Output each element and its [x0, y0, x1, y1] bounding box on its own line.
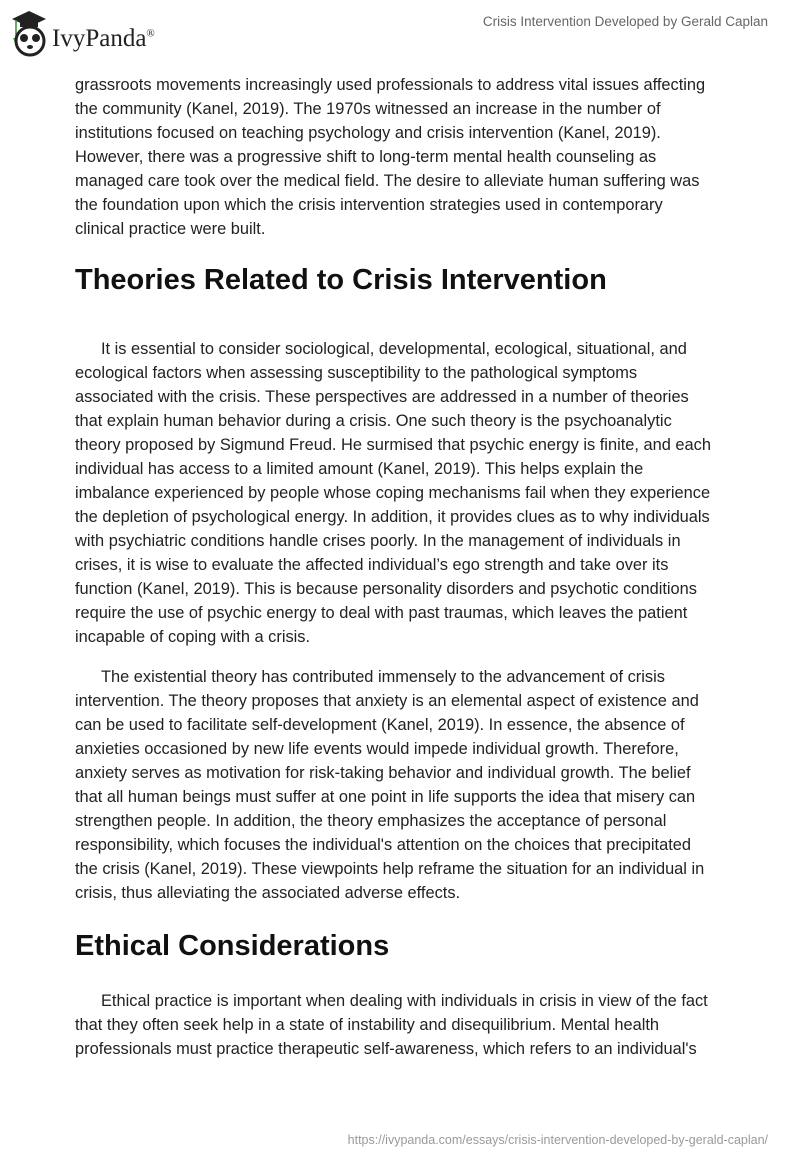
text-line: grassroots movements increasingly used professionals to address vital issues affecting [75, 76, 706, 94]
paragraph [75, 337, 711, 649]
section-heading: Theories Related to Crisis Intervention [75, 264, 607, 296]
text-line: ecological factors when assessing susceptibility to the pathological symptoms [75, 364, 638, 382]
text-line: responsibility, which focuses the individual's attention on the choices that precipitated [75, 836, 692, 854]
text-line: Ethical practice is important when dealing with individuals in crisis in view of the fact [101, 992, 708, 1010]
text-line: strengthen people. In addition, the theory emphasizes the acceptance of personal [75, 812, 667, 830]
text-line: the crisis (Kanel, 2019). These viewpoints help reframe the situation for an individual in [75, 860, 705, 878]
text-line: that they often seek help in a state of instability and disequilibrium. Mental health [75, 1016, 660, 1034]
text-line: anxieties occasioned by new life events would impede individual growth. Therefore, [75, 740, 679, 758]
text-line: individual has access to a limited amount (Kanel, 2019). This helps explain the [75, 460, 644, 478]
text-line: imbalance experienced by people whose coping mechanisms fail when they experience [75, 484, 711, 502]
text-line: It is essential to consider sociological, developmental, ecological, situational, and [101, 340, 687, 358]
text-line: function (Kanel, 2019). This is because personality disorders and psychotic conditions [75, 580, 697, 598]
text-line: that explain human behavior during a crisis. One such theory is the psychoanalytic [75, 412, 672, 430]
text-line: that all human beings must suffer at one point in life supports the idea that misery can [75, 788, 696, 806]
document-title: Crisis Intervention Developed by Gerald Caplan [482, 14, 768, 29]
text-line: require the use of psychic energy to deal with past traumas, which leaves the patient [75, 604, 688, 622]
text-line: The existential theory has contributed immensely to the advancement of crisis [101, 668, 665, 686]
paragraph [75, 989, 708, 1061]
text-line: anxiety serves as motivation for risk-taking behavior and individual growth. The belief [75, 764, 691, 782]
text-line: managed care took over the medical field. The desire to alleviate human suffering was [75, 172, 700, 190]
text-line: the community (Kanel, 2019). The 1970s witnessed an increase in the number of [75, 100, 661, 118]
ivypanda-logo[interactable] [12, 8, 155, 58]
text-line: the foundation upon which the crisis intervention strategies used in contemporary [75, 196, 663, 214]
text-line: clinical practice were built. [75, 220, 266, 238]
section-heading: Ethical Considerations [75, 930, 390, 962]
text-line: with psychiatric conditions handle crises poorly. In the management of individuals in [75, 532, 681, 550]
paragraph [75, 73, 705, 241]
text-line: crisis, thus alleviating the associated adverse effects. [75, 884, 461, 902]
text-line: professionals must practice therapeutic self-awareness, which refers to an individual's [75, 1040, 697, 1058]
source-url[interactable]: https://ivypanda.com/essays/crisis-intervention-developed-by-gerald-caplan/ [347, 1133, 768, 1147]
text-line: associated with the crisis. These perspectives are addressed in a number of theories [75, 388, 689, 406]
text-line: However, there was a progressive shift to long-term mental health counseling as [75, 148, 657, 166]
panda-graduate-icon [12, 8, 46, 58]
text-line: theory proposed by Sigmund Freud. He surmised that psychic energy is finite, and each [75, 436, 711, 454]
text-line: institutions focused on teaching psychology and crisis intervention (Kanel, 2019). [75, 124, 661, 142]
text-line: can be used to facilitate self-development (Kanel, 2019). In essence, the absence of [75, 716, 685, 734]
text-line: crises, it is wise to evaluate the affected individual’s ego strength and take over its [75, 556, 669, 574]
text-line: the depletion of psychological energy. In addition, it provides clues as to why individuals [75, 508, 710, 526]
text-line: intervention. The theory proposes that anxiety is an elemental aspect of existence and [75, 692, 699, 710]
paragraph [75, 665, 704, 905]
logo-text: IvyPanda® [52, 25, 155, 52]
text-line: incapable of coping with a crisis. [75, 628, 311, 646]
